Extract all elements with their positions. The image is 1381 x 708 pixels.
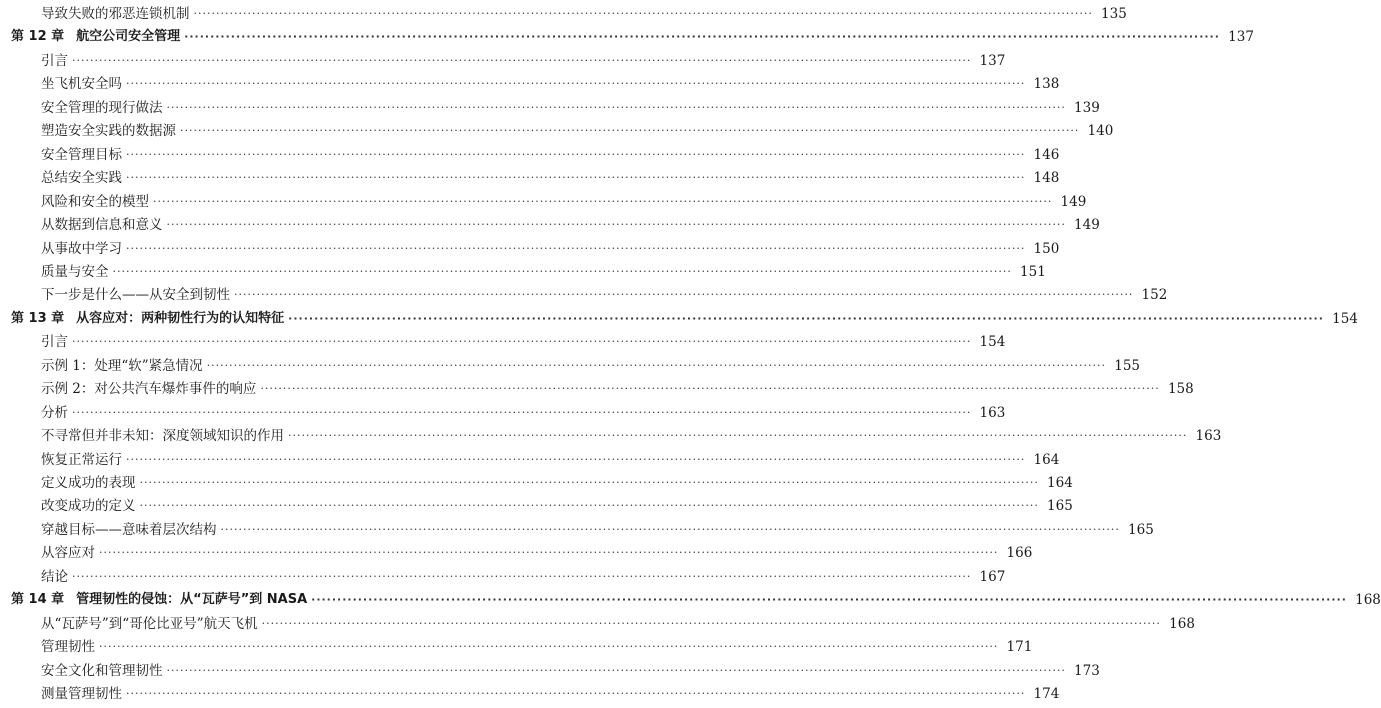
- dot-leader: ········································································································································································································: [166, 100, 1066, 114]
- toc-entry-title: 下一步是什么——从安全到韧性: [41, 287, 230, 304]
- dot-leader: ········································································································································································································: [72, 53, 972, 67]
- dot-leader: ········································································································································································································: [72, 335, 972, 349]
- toc-page-number: 137: [1228, 29, 1254, 46]
- toc-entry-row[interactable]: [0, 659, 1100, 683]
- toc-entry-row[interactable]: [0, 518, 1154, 542]
- toc-entry-title: 示例 1：处理“软”紧急情况: [41, 357, 203, 374]
- toc-entry-row[interactable]: [0, 541, 1033, 565]
- toc-chapter-name: 航空公司安全管理: [76, 29, 181, 45]
- toc-page-number: 146: [1033, 146, 1060, 163]
- toc-chapter-title: [0, 25, 180, 49]
- dot-leader: ········································································································································································································: [126, 452, 1026, 466]
- toc-entry-row[interactable]: [0, 471, 1073, 495]
- toc-entry-title: 坐飞机安全吗: [41, 76, 122, 93]
- dot-leader: ········································································································································································································: [112, 264, 1012, 278]
- toc-page-number: 164: [1047, 475, 1073, 491]
- toc-entry-row[interactable]: [0, 213, 1100, 237]
- dot-leader: ········································································································································································································: [72, 569, 972, 583]
- toc-chapter-number: 第 12 章: [11, 29, 65, 45]
- toc-entry-row[interactable]: [0, 612, 1195, 636]
- toc-entry-row[interactable]: [0, 448, 1060, 472]
- toc-entry-row[interactable]: [0, 424, 1222, 448]
- toc-entry-row[interactable]: [0, 401, 1006, 425]
- toc-entry-title: 穿越目标——意味着层次结构: [41, 521, 217, 538]
- toc-entry-title: 从事故中学习: [41, 240, 122, 257]
- toc-entry-title: 引言: [41, 334, 68, 351]
- toc-entry-row[interactable]: [0, 260, 1046, 284]
- toc-chapter-row[interactable]: [0, 588, 1381, 612]
- toc-entry-title: 导致失败的邪恶连锁机制: [41, 6, 190, 22]
- toc-entry-row[interactable]: [0, 354, 1141, 378]
- toc-page-number: 155: [1114, 357, 1141, 374]
- toc-entry-row[interactable]: [0, 635, 1033, 659]
- toc-page-number: 167: [979, 568, 1006, 585]
- toc-entry-row[interactable]: [0, 330, 1006, 354]
- toc-entry-title: 测量管理韧性: [41, 686, 122, 703]
- dot-leader: ········································································································································································································: [153, 194, 1053, 208]
- toc-entry-title: 分析: [41, 404, 68, 421]
- dot-leader: ········································································································································································································: [72, 405, 972, 419]
- dot-leader: ········································································································································································································: [99, 546, 999, 560]
- toc-entry-title: 定义成功的表现: [41, 475, 136, 491]
- toc-entry-row[interactable]: [0, 166, 1060, 190]
- toc-page-number: 174: [1033, 686, 1060, 703]
- toc-page-number: 173: [1074, 662, 1100, 679]
- toc-entry-title: 管理韧性: [41, 639, 95, 656]
- dot-leader: ········································································································································································································: [206, 358, 1107, 372]
- toc-page-number: 138: [1033, 76, 1060, 93]
- toc-entry-title: 从数据到信息和意义: [41, 217, 163, 234]
- toc-chapter-title: [0, 588, 307, 612]
- toc-chapter-name: 从容应对：两种韧性行为的认知特征: [76, 310, 285, 326]
- toc-entry-row[interactable]: [0, 377, 1194, 401]
- dot-leader: ········································································································································································································: [193, 7, 1093, 20]
- toc-entry-row[interactable]: [0, 49, 1006, 73]
- dot-leader: ········································································································································································································: [126, 147, 1026, 161]
- toc-page-number: 137: [979, 52, 1006, 69]
- toc-entry-title: 塑造安全实践的数据源: [41, 123, 176, 140]
- dot-leader: ········································································································································································································: [288, 311, 1324, 325]
- toc-entry-title: 安全管理目标: [41, 146, 122, 163]
- toc-page-number: 158: [1167, 381, 1194, 398]
- dot-leader: ········································································································································································································: [126, 687, 1026, 701]
- toc-entry-row[interactable]: [0, 190, 1087, 214]
- toc-page-number: 166: [1006, 545, 1033, 562]
- toc-entry-title: 恢复正常运行: [41, 451, 122, 468]
- dot-leader: ········································································································································································································: [180, 124, 1080, 138]
- dot-leader: ········································································································································································································: [126, 171, 1026, 185]
- toc-page-number: 139: [1074, 99, 1100, 116]
- toc-page-number: 148: [1033, 170, 1060, 187]
- toc-page-number: 149: [1074, 217, 1100, 234]
- toc-page-number: 171: [1006, 639, 1033, 656]
- toc-page-number: 152: [1141, 287, 1168, 304]
- toc-page-number: 168: [1169, 615, 1195, 632]
- dot-leader: ········································································································································································································: [166, 218, 1066, 232]
- dot-leader: ········································································································································································································: [220, 522, 1120, 536]
- dot-leader: ········································································································································································································: [166, 663, 1066, 677]
- toc-page-number: 163: [1195, 428, 1222, 445]
- toc-page-number: 149: [1060, 193, 1087, 210]
- toc-page-number: 165: [1047, 498, 1073, 515]
- toc-page-number: 135: [1101, 6, 1127, 22]
- toc-chapter-number: 第 14 章: [11, 592, 65, 608]
- toc-chapter-number: 第 13 章: [11, 310, 65, 326]
- dot-leader: ········································································································································································································: [311, 593, 1347, 607]
- toc-entry-row[interactable]: [0, 494, 1073, 518]
- toc-page-number: 151: [1020, 263, 1046, 280]
- dot-leader: ········································································································································································································: [126, 77, 1026, 91]
- dot-leader: ········································································································································································································: [99, 640, 999, 654]
- toc-entry-row[interactable]: [0, 682, 1060, 706]
- toc-entry-row[interactable]: [0, 237, 1060, 261]
- toc-page-number: 140: [1087, 123, 1114, 140]
- toc-page-number: 165: [1128, 521, 1154, 538]
- toc-entry-row[interactable]: [0, 72, 1060, 96]
- toc-entry-row[interactable]: [0, 283, 1168, 307]
- toc-entry-row[interactable]: [0, 143, 1060, 167]
- toc-entry-title: 结论: [41, 568, 68, 585]
- toc-entry-title: 不寻常但并非未知：深度领域知识的作用: [41, 428, 284, 445]
- toc-entry-title: 从容应对: [41, 545, 95, 562]
- toc-page-number: 164: [1033, 451, 1060, 468]
- toc-entry-row[interactable]: [0, 565, 1006, 589]
- toc-chapter-row[interactable]: [0, 307, 1358, 331]
- toc-page-number: 163: [979, 404, 1006, 421]
- toc-chapter-name: 管理韧性的侵蚀：从“瓦萨号”到 NASA: [76, 592, 308, 608]
- dot-leader: ········································································································································································································: [234, 288, 1134, 302]
- dot-leader: ········································································································································································································: [261, 616, 1161, 630]
- toc-entry-title: 引言: [41, 52, 68, 69]
- dot-leader: ········································································································································································································: [139, 476, 1039, 489]
- toc-page-number: 150: [1033, 240, 1060, 257]
- toc-page-number: 154: [1332, 310, 1358, 327]
- toc-entry-row[interactable]: [0, 2, 1127, 26]
- dot-leader: ········································································································································································································: [288, 429, 1188, 443]
- toc-entry-title: 安全文化和管理韧性: [41, 662, 163, 679]
- dot-leader: ········································································································································································································: [184, 30, 1220, 44]
- toc-entry-title: 风险和安全的模型: [41, 193, 149, 210]
- toc-entry-title: 示例 2：对公共汽车爆炸事件的响应: [41, 381, 257, 398]
- toc-entry-row[interactable]: [0, 119, 1114, 143]
- toc-entry-row[interactable]: [0, 96, 1100, 120]
- toc-page-number: 168: [1355, 592, 1381, 609]
- toc-entry-title: 质量与安全: [41, 263, 109, 280]
- dot-leader: ········································································································································································································: [260, 382, 1160, 396]
- toc-entry-title: 改变成功的定义: [41, 498, 136, 515]
- toc-chapter-title: [0, 307, 284, 331]
- toc-entry-title: 总结安全实践: [41, 170, 122, 187]
- dot-leader: ········································································································································································································: [139, 499, 1039, 513]
- toc-entry-title: 从“瓦萨号”到“哥伦比亚号”航天飞机: [41, 615, 258, 632]
- toc-entry-title: 安全管理的现行做法: [41, 99, 163, 116]
- toc-chapter-row[interactable]: [0, 25, 1254, 49]
- dot-leader: ········································································································································································································: [126, 241, 1026, 255]
- toc-page-number: 154: [979, 334, 1006, 351]
